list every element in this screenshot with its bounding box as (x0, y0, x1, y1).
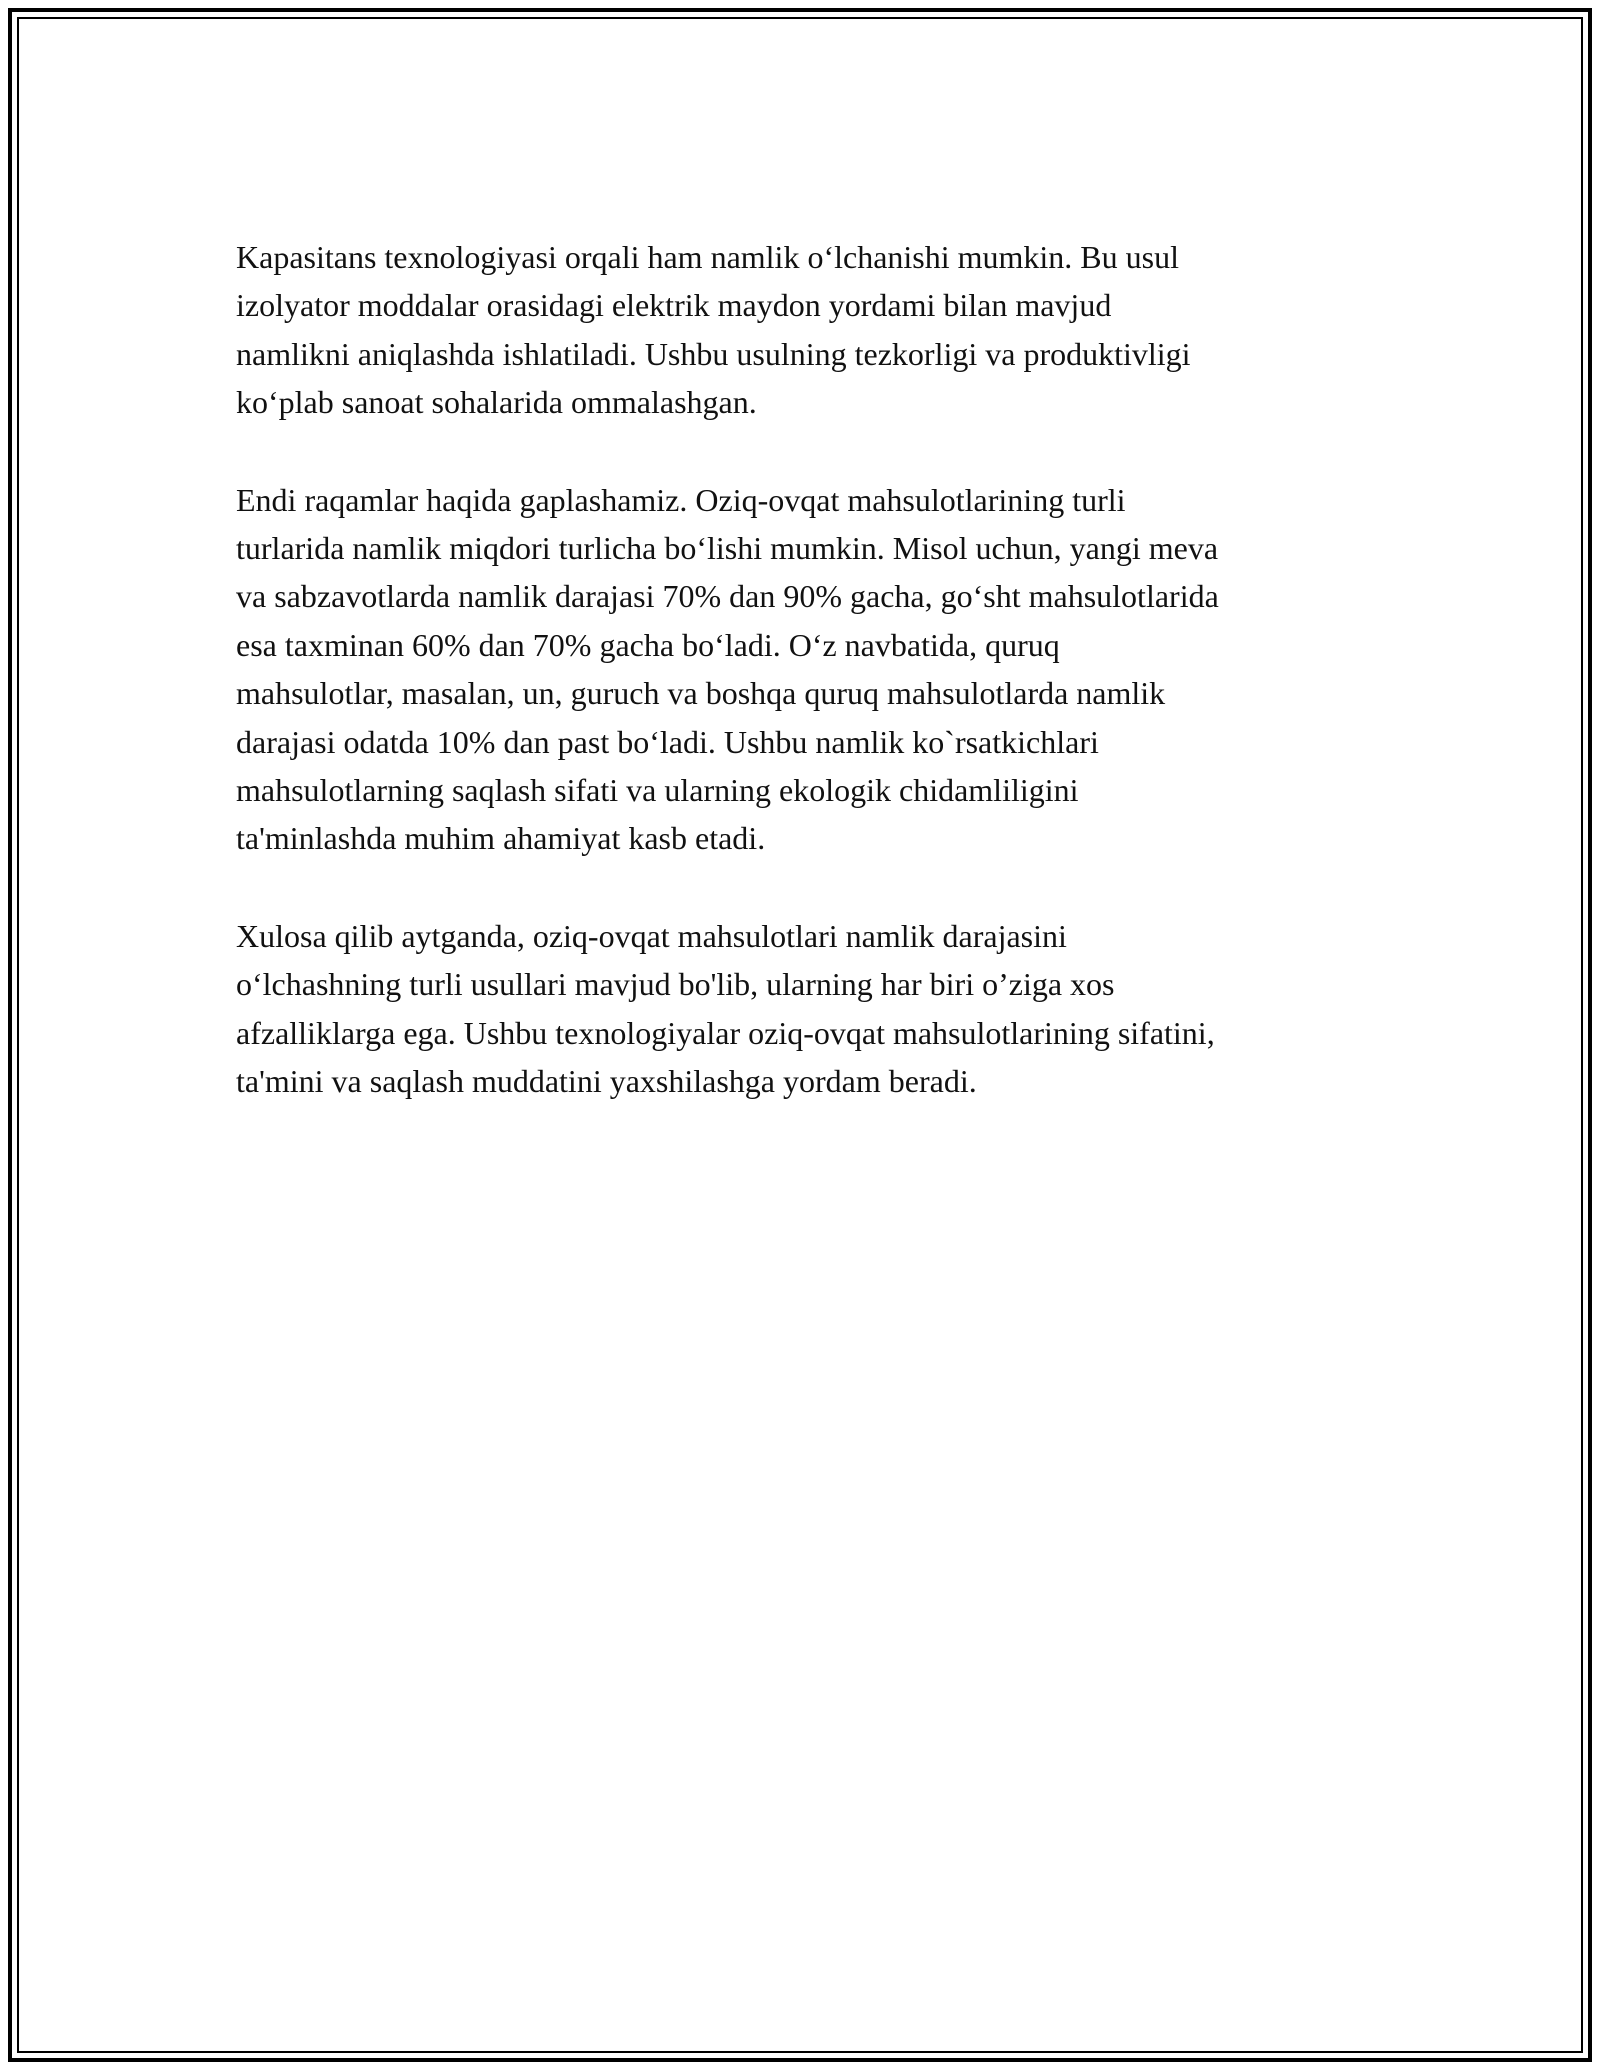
paragraph-moisture-figures: Endi raqamlar haqida gaplashamiz. Oziq-ovqat mahsulotlarining turli turlarida namlik miqdori turlicha bo‘lishi mumkin. Misol uchun, yangi meva va sabzavotlarda namlik darajasi 70% dan 90% gacha, go‘sht mahsulotlarida esa taxminan 60% dan 70% gacha bo‘ladi. O‘z navbatida, quruq mahsulotlar, masalan, un, guruch va boshqa quruq mahsulotlarda namlik darajasi odatda 10% dan past bo‘ladi. Ushbu namlik ko`rsatkichlari mahsulotlarning saqlash sifati va ularning ekologik chidamliligini ta'minlashda muhim ahamiyat kasb etadi. (236, 481, 1219, 857)
document-body (236, 233, 1386, 1155)
paragraph-conclusion: Xulosa qilib aytganda, oziq-ovqat mahsulotlari namlik darajasini o‘lchashning turli usullari mavjud bo'lib, ularning har biri o’ziga xos afzalliklarga ega. Ushbu texnologiyalar oziq-ovqat mahsulotlarining sifatini, ta'mini va saqlash muddatini yaxshilashga yordam beradi. (236, 917, 1215, 1100)
paragraph-capacitance: Kapasitans texnologiyasi orqali ham namlik o‘lchanishi mumkin. Bu usul izolyator moddalar orasidagi elektrik maydon yordami bilan mavjud namlikni aniqlashda ishlatiladi. Ushbu usulning tezkorligi va produktivligi ko‘plab sanoat sohalarida ommalashgan. (236, 239, 1191, 421)
